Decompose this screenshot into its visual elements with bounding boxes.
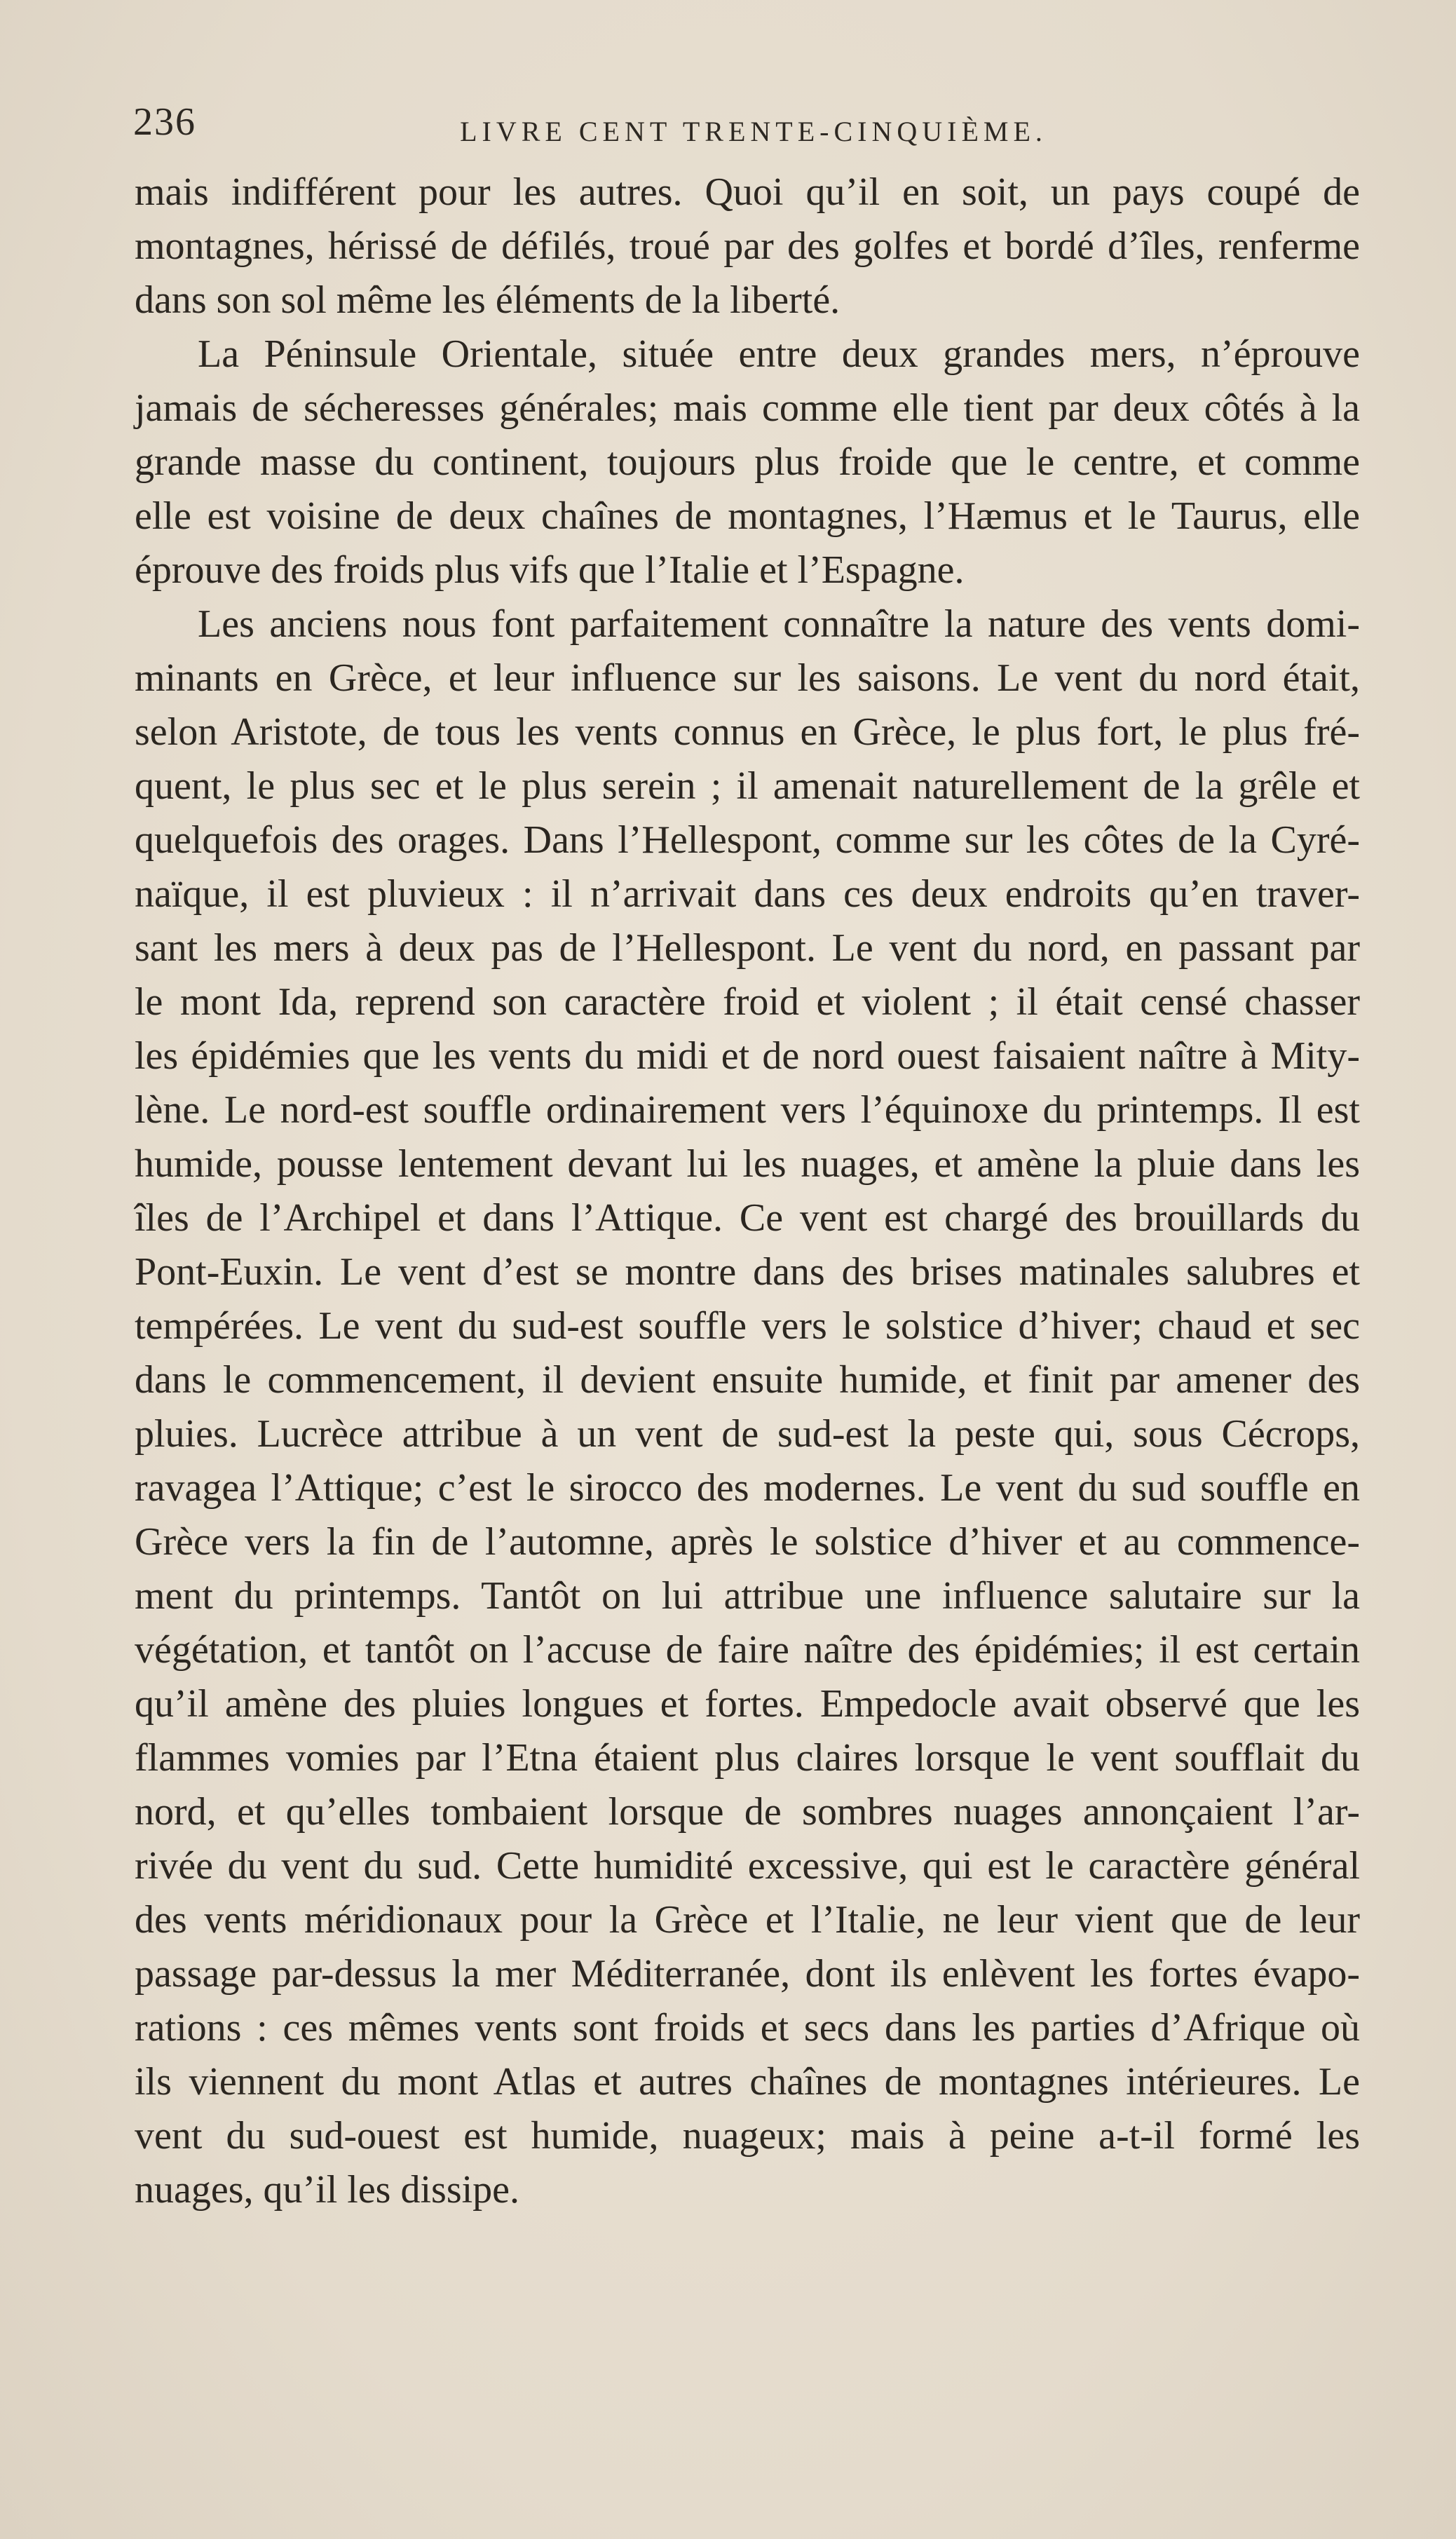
text-line: jamais de sécheresses générales; mais comme elle tient par deux côtés à la: [135, 386, 1360, 430]
text-line: rations : ces mêmes vents sont froids et secs dans les parties d’Afrique où: [135, 2006, 1360, 2050]
text-line: les épidémies que les vents du midi et de nord ouest faisaient naître à Mity-: [135, 1034, 1360, 1078]
text-line: dans le commencement, il devient ensuite humide, et finit par amener des: [135, 1358, 1360, 1402]
text-line: flammes vomies par l’Etna étaient plus claires lorsque le vent soufflait du: [135, 1736, 1360, 1780]
text-line: éprouve des froids plus vifs que l’Italie et l’Espagne.: [135, 548, 965, 592]
text-line: le mont Ida, reprend son caractère froid et violent ; il était censé chasser: [135, 980, 1360, 1024]
text-line: naïque, il est pluvieux : il n’arrivait dans ces deux endroits qu’en traver-: [135, 872, 1360, 916]
text-line: ils viennent du mont Atlas et autres chaînes de montagnes intérieures. Le: [135, 2060, 1360, 2104]
text-line: ravagea l’Attique; c’est le sirocco des modernes. Le vent du sud souffle en: [135, 1466, 1360, 1510]
paragraph: [135, 327, 1360, 597]
paragraph: [135, 597, 1360, 2217]
text-line: humide, pousse lentement devant lui les nuages, et amène la pluie dans les: [135, 1142, 1360, 1186]
text-line: îles de l’Archipel et dans l’Attique. Ce vent est chargé des brouillards du: [135, 1196, 1360, 1240]
text-line: Grèce vers la fin de l’automne, après le solstice d’hiver et au commence-: [135, 1520, 1360, 1564]
text-line: nuages, qu’il les dissipe.: [135, 2168, 520, 2212]
text-line: Les anciens nous font parfaitement connaître la nature des vents domi-: [198, 602, 1360, 646]
running-head: LIVRE CENT TRENTE-CINQUIÈME.: [460, 116, 1047, 147]
text-line: rivée du vent du sud. Cette humidité excessive, qui est le caractère général: [135, 1844, 1360, 1888]
text-line: quelquefois des orages. Dans l’Hellespont, comme sur les côtes de la Cyré-: [135, 818, 1360, 862]
paragraph: [135, 165, 1360, 327]
text-line: selon Aristote, de tous les vents connus en Grèce, le plus fort, le plus fré-: [135, 710, 1360, 754]
text-line: nord, et qu’elles tombaient lorsque de sombres nuages annonçaient l’ar-: [135, 1790, 1360, 1834]
text-line: quent, le plus sec et le plus serein ; il amenait naturellement de la grêle et: [135, 764, 1360, 808]
text-line: montagnes, hérissé de défilés, troué par des golfes et bordé d’îles, renferme: [135, 224, 1360, 268]
text-line: elle est voisine de deux chaînes de montagnes, l’Hæmus et le Taurus, elle: [135, 494, 1360, 538]
text-line: grande masse du continent, toujours plus froide que le centre, et comme: [135, 440, 1360, 484]
body-text: [135, 165, 1360, 2217]
text-line: vent du sud-ouest est humide, nuageux; mais à peine a-t-il formé les: [135, 2114, 1360, 2158]
text-line: végétation, et tantôt on l’accuse de faire naître des épidémies; il est certain: [135, 1628, 1360, 1672]
page-number: 236: [133, 100, 196, 144]
text-line: mais indifférent pour les autres. Quoi qu’il en soit, un pays coupé de: [135, 170, 1360, 214]
text-line: Pont-Euxin. Le vent d’est se montre dans des brises matinales salubres et: [135, 1250, 1360, 1294]
text-line: qu’il amène des pluies longues et fortes. Empedocle avait observé que les: [135, 1682, 1360, 1726]
text-line: dans son sol même les éléments de la liberté.: [135, 278, 841, 322]
text-line: passage par-dessus la mer Méditerranée, dont ils enlèvent les fortes évapo-: [135, 1952, 1360, 1996]
page-header: [133, 84, 1374, 154]
text-line: sant les mers à deux pas de l’Hellespont. Le vent du nord, en passant par: [135, 926, 1360, 970]
text-line: lène. Le nord-est souffle ordinairement vers l’équinoxe du printemps. Il est: [135, 1088, 1360, 1132]
text-line: ment du printemps. Tantôt on lui attribue une influence salutaire sur la: [135, 1574, 1360, 1618]
text-line: des vents méridionaux pour la Grèce et l’Italie, ne leur vient que de leur: [135, 1898, 1360, 1942]
text-line: La Péninsule Orientale, située entre deux grandes mers, n’éprouve: [198, 332, 1360, 376]
text-line: tempérées. Le vent du sud-est souffle vers le solstice d’hiver; chaud et sec: [135, 1304, 1360, 1348]
text-line: minants en Grèce, et leur influence sur les saisons. Le vent du nord était,: [135, 656, 1360, 700]
text-line: pluies. Lucrèce attribue à un vent de sud-est la peste qui, sous Cécrops,: [135, 1412, 1360, 1456]
